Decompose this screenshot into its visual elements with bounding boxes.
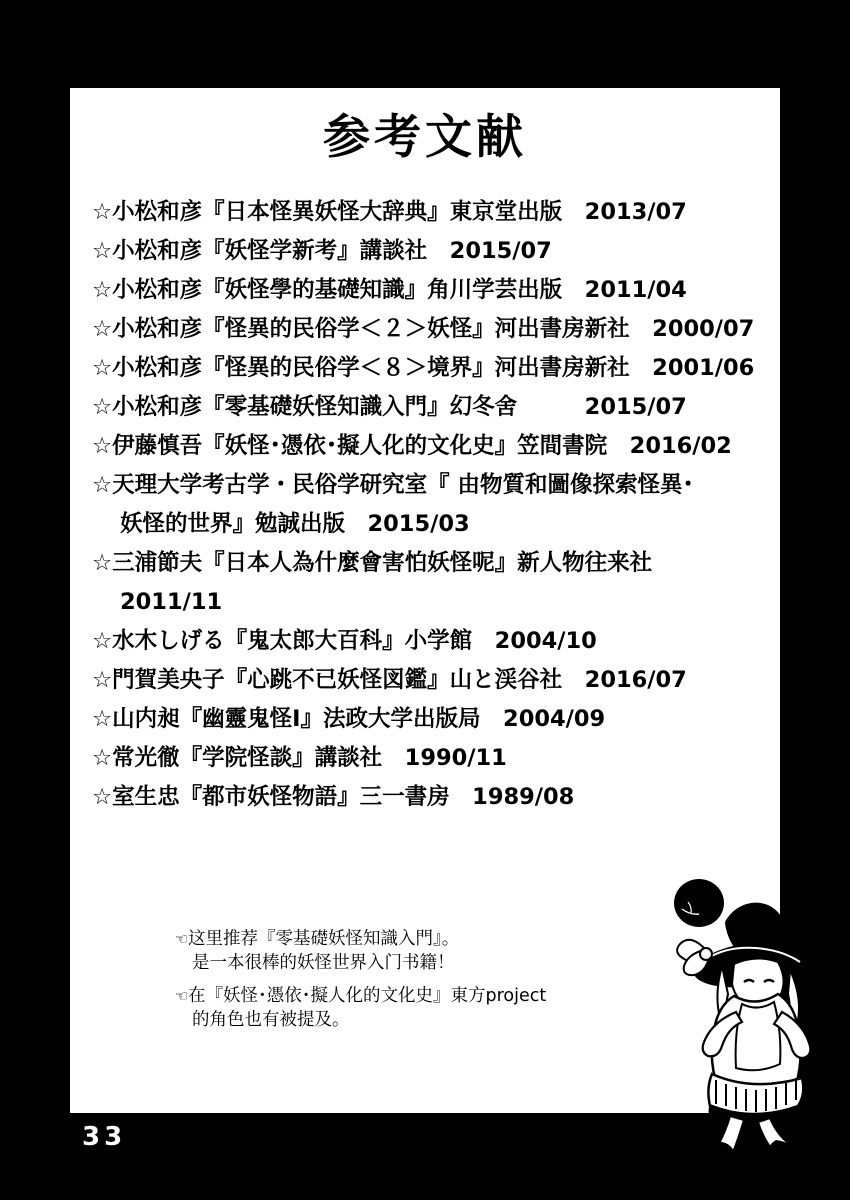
note-item — [170, 928, 690, 975]
page-number: 33 — [82, 1122, 127, 1152]
reference-item: ☆小松和彦『妖怪學的基礎知識』角川学芸出版 2011/04 — [92, 277, 687, 303]
reference-item: ☆小松和彦『零基礎妖怪知識入門』幻冬舍 2015/07 — [92, 394, 687, 420]
note-line — [170, 952, 690, 976]
note-text: 是一本很棒的妖怪世界入门书籍！ — [192, 952, 455, 973]
note-line — [170, 928, 690, 952]
document-paper — [70, 88, 780, 1113]
reference-item: ☆小松和彦『怪異的民俗学＜８＞境界』河出書房新社 2001/06 — [92, 355, 755, 381]
reference-item: ☆室生忠『都市妖怪物語』三一書房 1989/08 — [92, 784, 575, 810]
reference-item: ☆伊藤慎吾『妖怪･憑依･擬人化的文化史』笠間書院 2016/02 — [92, 433, 732, 459]
witch-character-illustration — [630, 878, 850, 1178]
reference-item: ☆山内昶『幽靈鬼怪Ⅰ』法政大学出版局 2004/09 — [92, 706, 606, 732]
reference-item: ☆小松和彦『妖怪学新考』講談社 2015/07 — [92, 238, 552, 264]
reference-item: 妖怪的世界』勉誠出版 2015/03 — [120, 511, 470, 537]
reference-item: ☆小松和彦『怪異的民俗学＜２＞妖怪』河出書房新社 2000/07 — [92, 316, 755, 342]
reference-item: ☆門賀美央子『心跳不已妖怪図鑑』山と渓谷社 2016/07 — [92, 667, 687, 693]
reference-item: ☆常光徹『学院怪談』講談社 1990/11 — [92, 745, 507, 771]
note-text: 这里推荐『零基礎妖怪知識入門』。 — [188, 929, 460, 949]
note-text: 在『妖怪･憑依･擬人化的文化史』東方project — [188, 986, 547, 1007]
reference-item: ☆天理大学考古学・民俗学研究室『 由物質和圖像探索怪異･ — [92, 472, 694, 498]
note-text: 的角色也有被提及。 — [192, 1009, 350, 1030]
note-line — [170, 1009, 690, 1033]
note-line — [170, 985, 690, 1009]
reference-item: ☆三浦節夫『日本人為什麼會害怕妖怪呢』新人物往来社 — [92, 550, 653, 576]
notes-section — [170, 928, 690, 1043]
reference-item: ☆水木しげる『鬼太郎大百科』小学館 2004/10 — [92, 628, 597, 654]
pointing-hand-icon: ☞ — [174, 987, 188, 1006]
page-title: 参考文献 — [323, 110, 527, 165]
note-item — [170, 985, 690, 1032]
pointing-hand-icon: ☞ — [174, 930, 188, 948]
orb-shape — [674, 879, 724, 927]
dress — [708, 994, 804, 1126]
reference-item: ☆小松和彦『日本怪異妖怪大辞典』東京堂出版 2013/07 — [92, 199, 687, 225]
reference-item: 2011/11 — [120, 589, 223, 615]
reference-list — [92, 201, 772, 825]
